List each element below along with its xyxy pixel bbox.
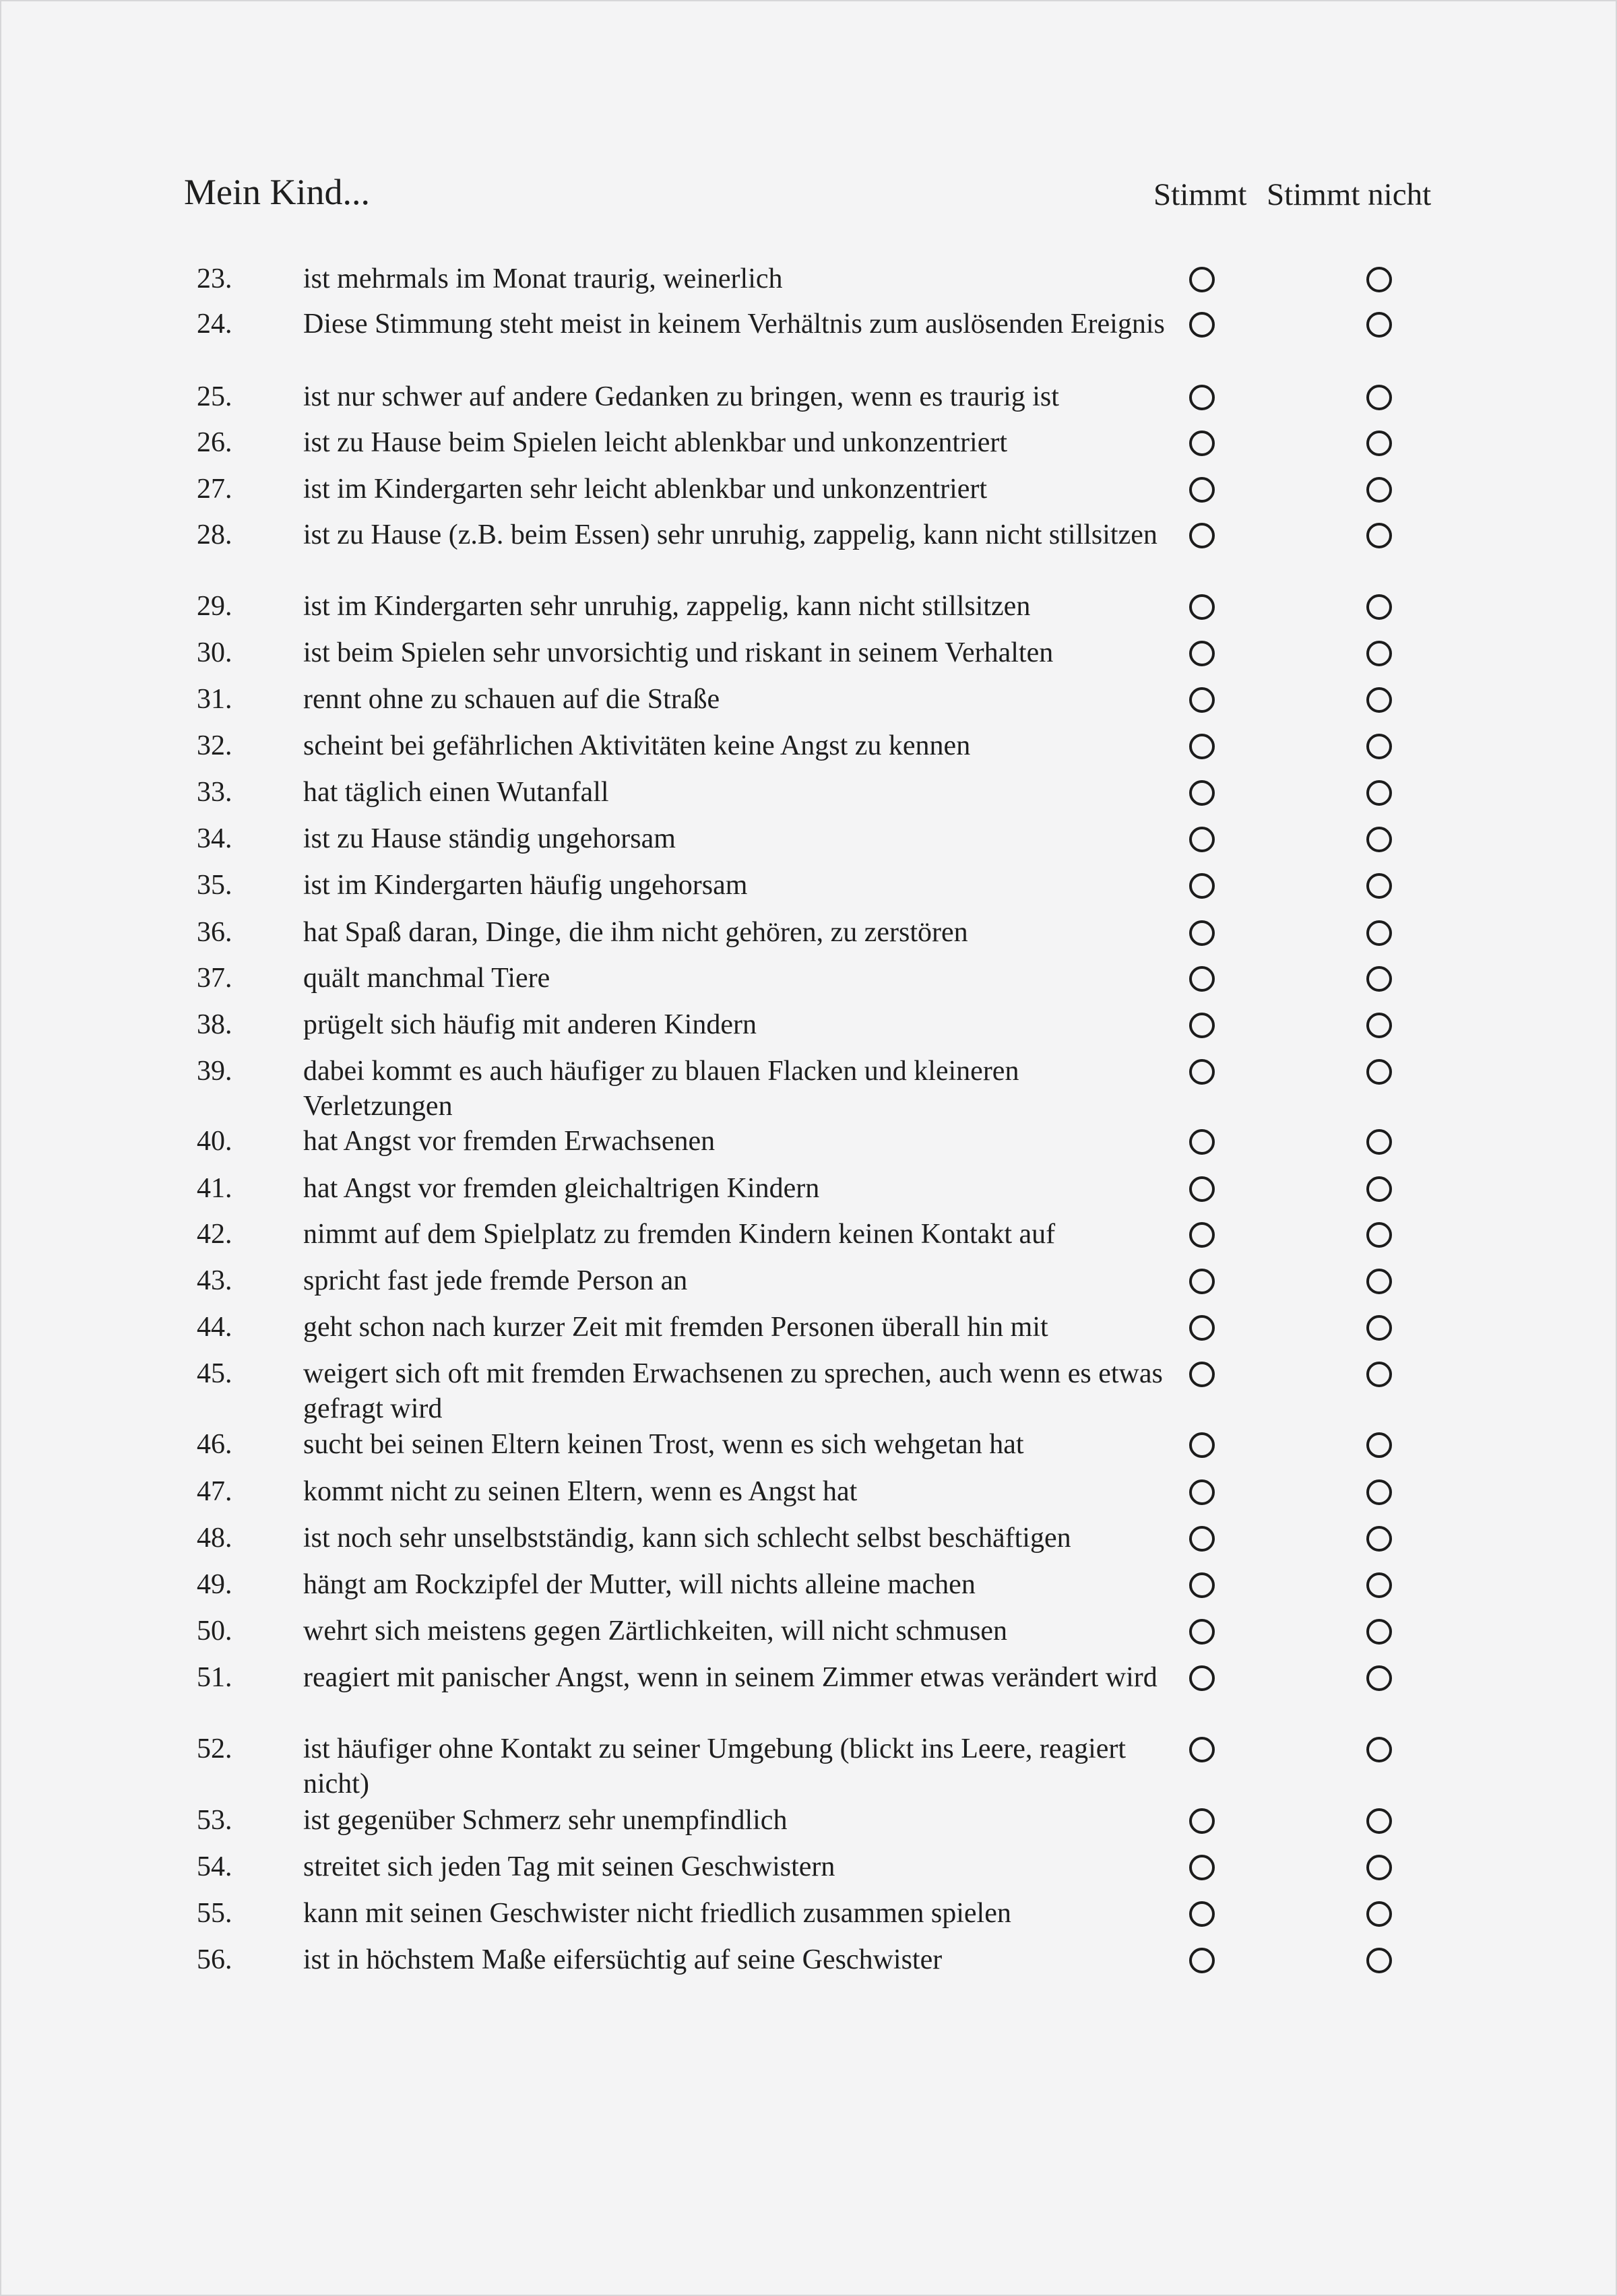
item-text: hat Angst vor fremden gleichaltrigen Kindern <box>303 1173 820 1204</box>
radio-stimmt-nicht[interactable] <box>1366 1737 1392 1762</box>
radio-stimmt[interactable] <box>1189 1269 1215 1294</box>
item-text: weigert sich oft mit fremden Erwachsenen zu sprechen, auch wenn es etwas gefragt wird <box>303 1358 1163 1424</box>
item-number: 54. <box>197 1851 232 1882</box>
item-number: 53. <box>197 1805 232 1836</box>
radio-stimmt[interactable] <box>1189 873 1215 899</box>
radio-stimmt-nicht[interactable] <box>1366 430 1392 456</box>
radio-stimmt-nicht[interactable] <box>1366 966 1392 992</box>
item-text: hat täglich einen Wutanfall <box>303 777 609 808</box>
radio-stimmt[interactable] <box>1189 1737 1215 1762</box>
item-number: 32. <box>197 730 232 761</box>
item-number: 34. <box>197 823 232 854</box>
item-number: 38. <box>197 1009 232 1040</box>
radio-stimmt[interactable] <box>1189 641 1215 666</box>
item-number: 29. <box>197 591 232 622</box>
item-text: ist zu Hause ständig ungehorsam <box>303 823 676 854</box>
radio-stimmt[interactable] <box>1189 687 1215 713</box>
radio-stimmt[interactable] <box>1189 1572 1215 1598</box>
radio-stimmt-nicht[interactable] <box>1366 1222 1392 1248</box>
item-text: streitet sich jeden Tag mit seinen Geschwistern <box>303 1851 835 1882</box>
radio-stimmt-nicht[interactable] <box>1366 1572 1392 1598</box>
item-text: ist gegenüber Schmerz sehr unempfindlich <box>303 1805 788 1836</box>
item-text: wehrt sich meistens gegen Zärtlichkeiten, will nicht schmusen <box>303 1616 1008 1647</box>
radio-stimmt-nicht[interactable] <box>1366 523 1392 548</box>
item-text: ist im Kindergarten häufig ungehorsam <box>303 870 748 901</box>
item-text: spricht fast jede fremde Person an <box>303 1265 688 1296</box>
item-number: 45. <box>197 1358 232 1389</box>
radio-stimmt[interactable] <box>1189 312 1215 338</box>
radio-stimmt-nicht[interactable] <box>1366 1059 1392 1085</box>
column-header-stimmt: Stimmt <box>1153 177 1247 212</box>
item-number: 39. <box>197 1056 232 1087</box>
item-text: hat Angst vor fremden Erwachsenen <box>303 1126 716 1157</box>
item-text: prügelt sich häufig mit anderen Kindern <box>303 1009 757 1040</box>
radio-stimmt-nicht[interactable] <box>1366 1901 1392 1927</box>
item-number: 51. <box>197 1662 232 1693</box>
radio-stimmt[interactable] <box>1189 477 1215 503</box>
item-number: 52. <box>197 1733 232 1764</box>
radio-stimmt-nicht[interactable] <box>1366 1526 1392 1552</box>
radio-stimmt-nicht[interactable] <box>1366 920 1392 946</box>
radio-stimmt-nicht[interactable] <box>1366 1129 1392 1155</box>
radio-stimmt[interactable] <box>1189 1619 1215 1645</box>
item-number: 35. <box>197 870 232 901</box>
item-number: 37. <box>197 963 232 994</box>
page-title: Mein Kind... <box>184 172 370 212</box>
radio-stimmt-nicht[interactable] <box>1366 1013 1392 1038</box>
radio-stimmt[interactable] <box>1189 1808 1215 1834</box>
item-number: 48. <box>197 1523 232 1554</box>
radio-stimmt[interactable] <box>1189 430 1215 456</box>
item-text: kann mit seinen Geschwister nicht friedlich zusammen spielen <box>303 1898 1011 1929</box>
radio-stimmt-nicht[interactable] <box>1366 385 1392 410</box>
radio-stimmt-nicht[interactable] <box>1366 267 1392 292</box>
item-number: 33. <box>197 777 232 808</box>
radio-stimmt[interactable] <box>1189 1665 1215 1691</box>
item-number: 49. <box>197 1569 232 1600</box>
radio-stimmt[interactable] <box>1189 1855 1215 1880</box>
column-header-stimmt-nicht: Stimmt nicht <box>1267 177 1432 212</box>
radio-stimmt-nicht[interactable] <box>1366 873 1392 899</box>
radio-stimmt-nicht[interactable] <box>1366 1619 1392 1645</box>
item-number: 41. <box>197 1173 232 1204</box>
item-number: 30. <box>197 637 232 668</box>
item-text: kommt nicht zu seinen Eltern, wenn es Angst hat <box>303 1476 858 1507</box>
item-text: dabei kommt es auch häufiger zu blauen Flacken und kleineren Verletzungen <box>303 1056 1019 1122</box>
radio-stimmt[interactable] <box>1189 1315 1215 1341</box>
item-text: quält manchmal Tiere <box>303 963 550 994</box>
item-text: ist beim Spielen sehr unvorsichtig und riskant in seinem Verhalten <box>303 637 1054 668</box>
item-text: sucht bei seinen Eltern keinen Trost, wenn es sich wehgetan hat <box>303 1429 1024 1460</box>
item-number: 23. <box>197 263 232 294</box>
item-text: ist im Kindergarten sehr leicht ablenkbar und unkonzentriert <box>303 474 988 505</box>
item-number: 43. <box>197 1265 232 1296</box>
radio-stimmt[interactable] <box>1189 1948 1215 1973</box>
item-text: hängt am Rockzipfel der Mutter, will nichts alleine machen <box>303 1569 976 1600</box>
item-text: ist zu Hause beim Spielen leicht ablenkbar und unkonzentriert <box>303 427 1008 458</box>
radio-stimmt[interactable] <box>1189 734 1215 759</box>
radio-stimmt[interactable] <box>1189 827 1215 852</box>
item-number: 42. <box>197 1219 232 1250</box>
radio-stimmt[interactable] <box>1189 594 1215 620</box>
item-number: 40. <box>197 1126 232 1157</box>
item-number: 24. <box>197 309 232 340</box>
item-number: 46. <box>197 1429 232 1460</box>
item-text: rennt ohne zu schauen auf die Straße <box>303 684 720 715</box>
item-text: nimmt auf dem Spielplatz zu fremden Kindern keinen Kontakt auf <box>303 1219 1056 1250</box>
radio-stimmt-nicht[interactable] <box>1366 1432 1392 1458</box>
radio-stimmt[interactable] <box>1189 1526 1215 1552</box>
radio-stimmt[interactable] <box>1189 1059 1215 1085</box>
radio-stimmt[interactable] <box>1189 1901 1215 1927</box>
radio-stimmt[interactable] <box>1189 1129 1215 1155</box>
radio-stimmt[interactable] <box>1189 920 1215 946</box>
radio-stimmt-nicht[interactable] <box>1366 641 1392 666</box>
item-number: 27. <box>197 474 232 505</box>
item-number: 56. <box>197 1944 232 1975</box>
item-number: 28. <box>197 519 232 550</box>
radio-stimmt[interactable] <box>1189 1222 1215 1248</box>
radio-stimmt-nicht[interactable] <box>1366 1948 1392 1973</box>
radio-stimmt-nicht[interactable] <box>1366 1362 1392 1387</box>
item-number: 25. <box>197 381 232 412</box>
radio-stimmt-nicht[interactable] <box>1366 1855 1392 1880</box>
item-text: ist zu Hause (z.B. beim Essen) sehr unruhig, zappelig, kann nicht stillsitzen <box>303 519 1158 550</box>
item-text: geht schon nach kurzer Zeit mit fremden Personen überall hin mit <box>303 1312 1048 1343</box>
item-number: 26. <box>197 427 232 458</box>
item-text: reagiert mit panischer Angst, wenn in seinem Zimmer etwas verändert wird <box>303 1662 1158 1693</box>
item-number: 44. <box>197 1312 232 1343</box>
radio-stimmt-nicht[interactable] <box>1366 1176 1392 1202</box>
radio-stimmt-nicht[interactable] <box>1366 780 1392 806</box>
item-text: scheint bei gefährlichen Aktivitäten keine Angst zu kennen <box>303 730 971 761</box>
item-number: 55. <box>197 1898 232 1929</box>
radio-stimmt-nicht[interactable] <box>1366 1479 1392 1505</box>
radio-stimmt-nicht[interactable] <box>1366 1665 1392 1691</box>
radio-stimmt[interactable] <box>1189 1362 1215 1387</box>
radio-stimmt-nicht[interactable] <box>1366 1315 1392 1341</box>
radio-stimmt-nicht[interactable] <box>1366 312 1392 338</box>
item-number: 36. <box>197 917 232 948</box>
item-number: 50. <box>197 1616 232 1647</box>
radio-stimmt-nicht[interactable] <box>1366 687 1392 713</box>
item-text: ist mehrmals im Monat traurig, weinerlich <box>303 263 783 294</box>
radio-stimmt[interactable] <box>1189 1013 1215 1038</box>
radio-stimmt[interactable] <box>1189 780 1215 806</box>
radio-stimmt-nicht[interactable] <box>1366 734 1392 759</box>
radio-stimmt-nicht[interactable] <box>1366 594 1392 620</box>
radio-stimmt[interactable] <box>1189 966 1215 992</box>
radio-stimmt[interactable] <box>1189 1432 1215 1458</box>
radio-stimmt[interactable] <box>1189 523 1215 548</box>
radio-stimmt-nicht[interactable] <box>1366 477 1392 503</box>
radio-stimmt-nicht[interactable] <box>1366 827 1392 852</box>
radio-stimmt-nicht[interactable] <box>1366 1808 1392 1834</box>
item-number: 31. <box>197 684 232 715</box>
radio-stimmt[interactable] <box>1189 267 1215 292</box>
item-text: hat Spaß daran, Dinge, die ihm nicht gehören, zu zerstören <box>303 917 968 948</box>
item-number: 47. <box>197 1476 232 1507</box>
item-text: ist im Kindergarten sehr unruhig, zappelig, kann nicht stillsitzen <box>303 591 1031 622</box>
item-text: ist noch sehr unselbstständig, kann sich schlecht selbst beschäftigen <box>303 1523 1071 1554</box>
item-text: ist nur schwer auf andere Gedanken zu bringen, wenn es traurig ist <box>303 381 1059 412</box>
item-text: Diese Stimmung steht meist in keinem Verhältnis zum auslösenden Ereignis <box>303 309 1165 340</box>
radio-stimmt[interactable] <box>1189 1176 1215 1202</box>
radio-stimmt-nicht[interactable] <box>1366 1269 1392 1294</box>
item-text: ist in höchstem Maße eifersüchtig auf seine Geschwister <box>303 1944 943 1975</box>
radio-stimmt[interactable] <box>1189 385 1215 410</box>
item-text: ist häufiger ohne Kontakt zu seiner Umgebung (blickt ins Leere, reagiert nicht) <box>303 1733 1127 1799</box>
radio-stimmt[interactable] <box>1189 1479 1215 1505</box>
